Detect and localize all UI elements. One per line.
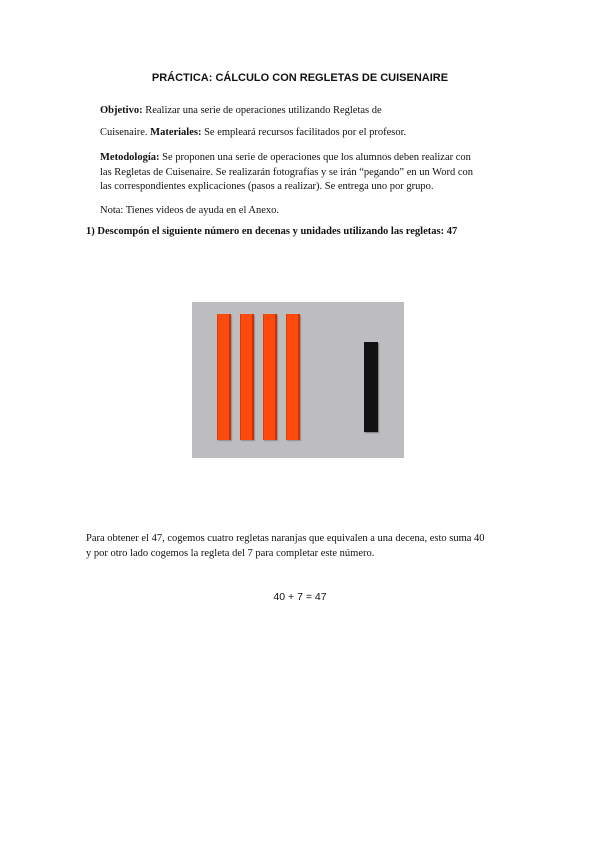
orange-rod <box>217 314 231 440</box>
equation-text: 40 + 7 = 47 <box>273 591 327 603</box>
methodology-line-2: las Regletas de Cuisenaire. Se realizarán fotografías y se irán “pegando” en un Word con <box>100 166 474 178</box>
cuisenaire-photo <box>192 302 404 458</box>
orange-rod <box>240 314 254 440</box>
question-text: 1) Descompón el siguiente número en decenas y unidades utilizando las regletas: 47 <box>86 226 458 237</box>
page-title: PRÁCTICA: CÁLCULO CON REGLETAS DE CUISENAIRE <box>151 72 449 84</box>
materials-text: Se empleará recursos facilitados por el profesor. <box>201 127 407 138</box>
materials-label: Materiales: <box>150 127 202 138</box>
objective-label: Objetivo: <box>100 105 143 116</box>
methodology-label: Metodología: <box>100 152 160 163</box>
orange-rod <box>263 314 277 440</box>
methodology-paragraph <box>100 151 540 195</box>
objective-paragraph <box>100 104 540 119</box>
black-rod <box>364 342 378 432</box>
materials-lead: Cuisenaire. <box>100 127 151 138</box>
explanation-line-1: Para obtener el 47, cogemos cuatro regletas naranjas que equivalen a una decena, esto suma 40 <box>86 533 485 544</box>
methodology-line-1: Se proponen una serie de operaciones que los alumnos deben realizar con <box>159 152 471 163</box>
explanation-paragraph <box>86 532 576 561</box>
objective-text: Realizar una serie de operaciones utilizando Regletas de <box>142 105 382 116</box>
orange-rod <box>286 314 300 440</box>
materials-paragraph <box>100 126 540 141</box>
methodology-line-3: las correspondientes explicaciones (pasos a realizar). Se entrega uno por grupo. <box>100 181 434 192</box>
explanation-line-2: y por otro lado cogemos la regleta del 7 para completar este número. <box>86 547 375 559</box>
note-text: Nota: Tienes videos de ayuda en el Anexo. <box>100 205 280 216</box>
